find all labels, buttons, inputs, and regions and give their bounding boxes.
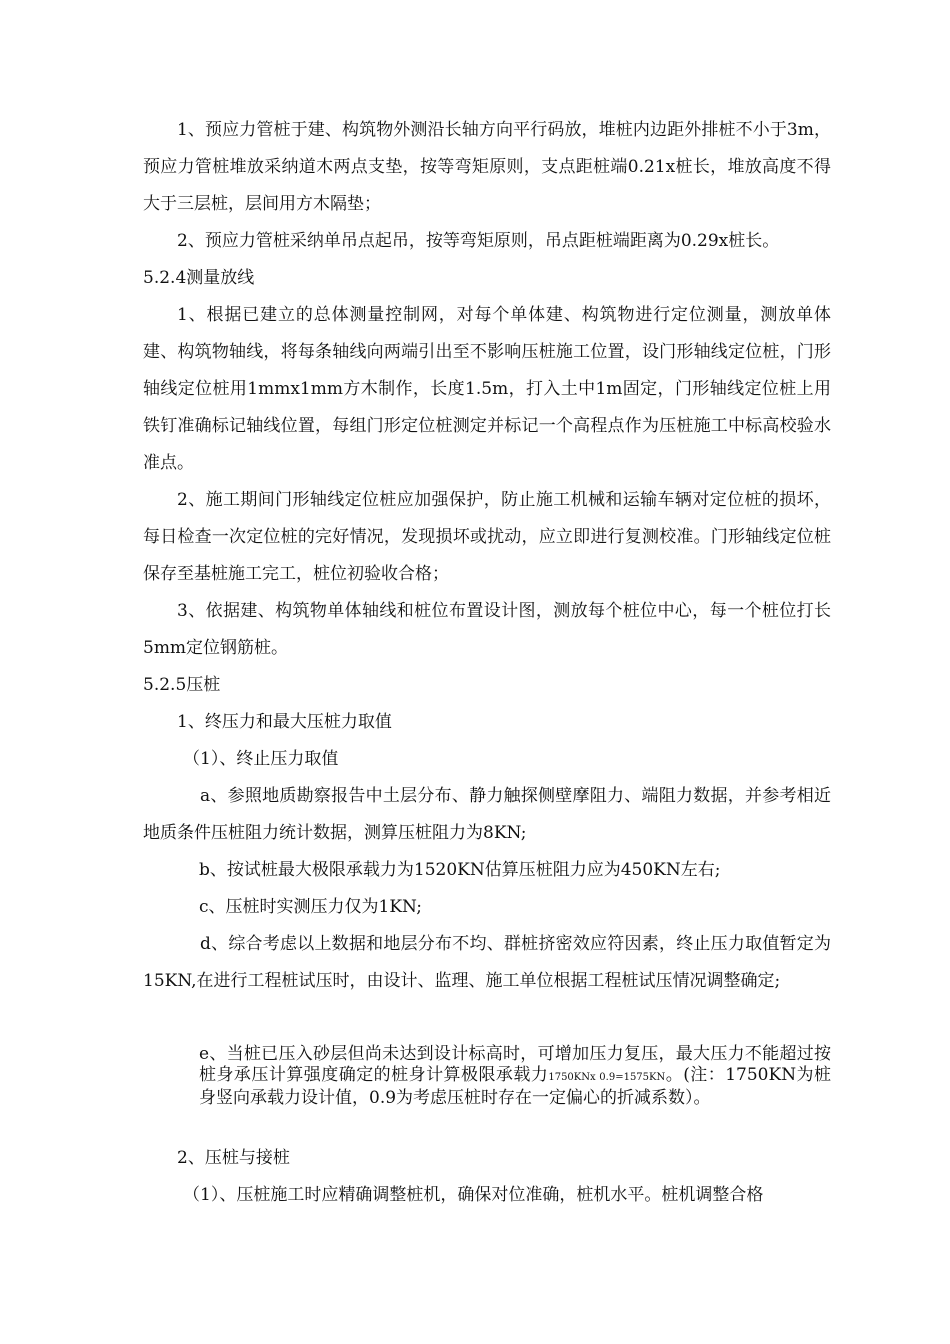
item-d: d、综合考虑以上数据和地层分布不均、群桩挤密效应符因素，终止压力取值暂定为15KN,在进行工程桩试压时，由设计、监理、施工单位根据工程桩试压情况调整确定; [143, 934, 831, 991]
item-b: b、按试桩最大极限承载力为1520KN估算压桩阻力应为450KN左右; [199, 860, 721, 880]
paragraph-storage: 1、预应力管桩于建、构筑物外测沿长轴方向平行码放，堆桩内边距外排桩不小于3m，预应力管桩堆放采纳道木两点支垫，按等弯矩原则，支点距桩端0.21x桩长，堆放高度不得大于三层桩，层间用方木隔垫； [143, 120, 831, 214]
item-c: c、压桩时实测压力仅为1KN; [199, 897, 423, 917]
section-heading-survey: 5.2.4测量放线 [143, 268, 255, 288]
subheading-pressure-values: 1、终压力和最大压桩力取值 [177, 712, 392, 732]
paragraph-survey-2: 2、施工期间门形轴线定位桩应加强保护，防止施工机械和运输车辆对定位桩的损坏，每日检查一次定位桩的完好情况，发现损坏或扰动，应立即进行复测校准。门形轴线定位桩保存至基桩施工完工，桩位初验收合格； [143, 490, 831, 584]
item-e-text-1: e、当桩已压入砂层但尚未达到设计标高时，可增加压力复压，最大压力不能超过按桩身承压计算强度确定的桩身计算极限承载力 [199, 1044, 831, 1085]
item-a: a、参照地质勘察报告中土层分布、静力触探侧壁摩阻力、端阻力数据，并参考相近地质条件压桩阻力统计数据，测算压桩阻力为8KN; [143, 786, 831, 843]
item-e-text-2: 。(注：1750KN为桩身竖向承载力设计值，0.9为考虑压桩时存在一定偏心的折减系数）。 [199, 1065, 832, 1108]
paragraph-lifting: 2、预应力管桩采纳单吊点起吊，按等弯矩原则，吊点距桩端距离为0.29x桩长。 [177, 231, 780, 251]
subheading-final-pressure: （1）、终止压力取值 [183, 749, 339, 769]
item-pressing-1: （1）、压桩施工时应精确调整桩机，确保对位准确，桩机水平。桩机调整合格 [183, 1185, 764, 1205]
paragraph-survey-3: 3、依据建、构筑物单体轴线和桩位布置设计图，测放每个桩位中心，每一个桩位打长5mm定位钢筋桩。 [143, 601, 831, 658]
item-e [199, 1044, 831, 1109]
subheading-pressing-splicing: 2、压桩与接桩 [177, 1148, 290, 1168]
paragraph-survey-1: 1、根据已建立的总体测量控制网，对每个单体建、构筑物进行定位测量，测放单体建、构筑物轴线，将每条轴线向两端引出至不影响压桩施工位置，设门形轴线定位桩，门形轴线定位桩用1mmx1mm方木制作，长度1.5m，打入土中1m固定，门形轴线定位桩上用铁钉准确标记轴线位置，每组门形定位桩测定并标记一个高程点作为压桩施工中标高校验水准点。 [143, 305, 831, 473]
item-e-formula: 1750KNx 0.9=1575KN [548, 1072, 666, 1083]
section-heading-pile-pressing: 5.2.5压桩 [143, 675, 221, 695]
